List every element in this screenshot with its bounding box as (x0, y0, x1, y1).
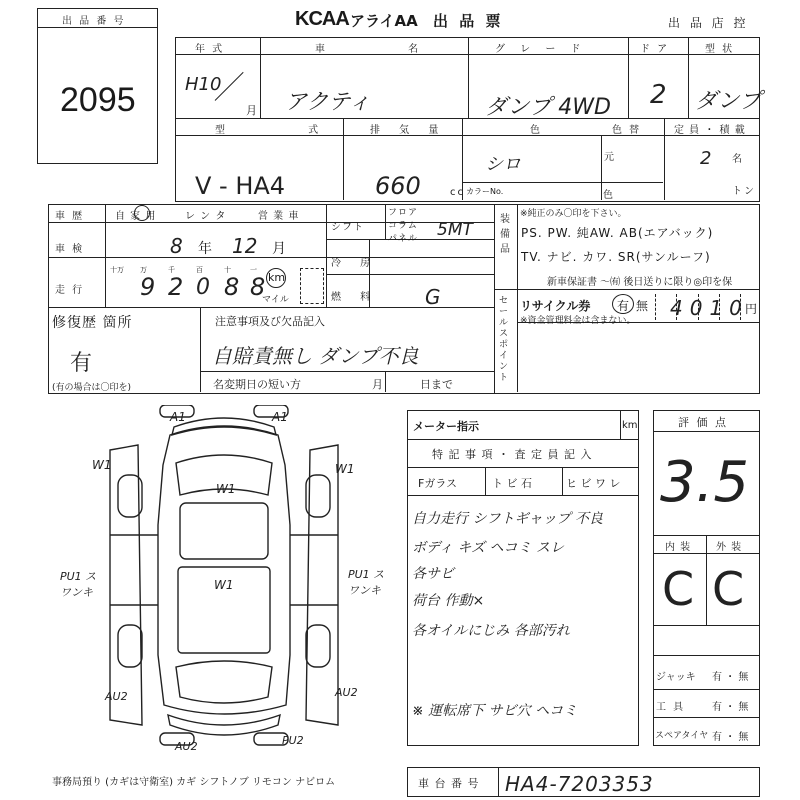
grade-value: ダンプ 4WD (485, 95, 611, 120)
mileage-unit-1k: 千 (168, 266, 175, 274)
mileage-unit-mile: マイル (262, 295, 289, 305)
interior-value: C (662, 562, 695, 616)
damage-mark: PU1 スワンキ (60, 570, 97, 599)
car-name-value: アクティ (285, 90, 371, 115)
notes-label: 注意事項及び欠品記入 (215, 315, 325, 328)
recycle-unit: 円 (745, 302, 760, 316)
mileage-digit: 8 (224, 273, 240, 301)
exterior-value: C (712, 562, 745, 616)
repair-note: (有の場合は〇印を) (52, 383, 132, 393)
score-value: 3.5 (660, 450, 750, 515)
meter-label: メーター指示 (413, 420, 479, 433)
brand-sub: アライAA (350, 12, 418, 30)
color-original: 元 (604, 152, 616, 163)
lot-number: 2095 (60, 81, 136, 119)
year-label: 年 式 (195, 44, 225, 55)
glass-crack: ヒ ビ ワ レ (566, 477, 621, 490)
remark-line: 各サビ (412, 566, 454, 582)
displacement-unit: cc (450, 187, 465, 198)
lot-label: 出 品 番 号 (62, 16, 126, 27)
inspection-year-suffix: 年 (198, 241, 214, 257)
glass-front: Fガラス (418, 477, 457, 490)
damage-mark: W1 (335, 462, 355, 476)
interior-label: 内 装 (665, 542, 692, 553)
color-value: シロ (485, 154, 521, 175)
spare-yes-no: 有 ・ 無 (712, 732, 749, 743)
model-value: V - HA4 (195, 172, 286, 200)
mileage-counter (110, 265, 266, 303)
mileage-unit-1: 一 (250, 266, 257, 274)
spare-label: スペアタイヤ (655, 731, 709, 741)
capacity-unit: 名 (732, 154, 744, 165)
damage-mark: A1 (272, 410, 288, 424)
store-copy-label: 出 品 店 控 (668, 16, 749, 30)
color-suffix: 色 (603, 190, 615, 201)
shift-label: シフト (331, 222, 364, 233)
rename-day: 日まで (420, 378, 453, 391)
history-option-rental: レ ン タ (185, 211, 227, 222)
mileage-digit: 9 (140, 273, 156, 301)
vehicle-info-row1 (175, 37, 760, 119)
equipment-line1: PS. PW. 純AW. AB(エアバック) (521, 226, 714, 240)
mileage-unit-100k: 十万 (110, 266, 124, 274)
capacity-label: 定 員 ・ 積 載 (674, 125, 746, 136)
inspection-year: 8 (170, 234, 183, 258)
shift-value: 5MT (437, 220, 473, 240)
damage-mark: AU2 (175, 740, 198, 753)
shape-value: ダンプ (695, 89, 762, 114)
chassis-number: HA4-7203353 (505, 772, 654, 796)
door-label: ド ア (640, 44, 670, 55)
year-value: H10 (185, 74, 222, 95)
mileage-digit: 2 (168, 273, 184, 301)
jack-label: ジャッキ (656, 672, 696, 683)
inspection-month: 12 (232, 234, 258, 258)
mileage-digit: 8 (250, 273, 266, 301)
tools-label: 工 具 (656, 702, 686, 713)
mileage-unit-km: km (268, 271, 286, 284)
score-label: 評 価 点 (678, 416, 728, 429)
fuel-label: 燃 料 (331, 292, 379, 303)
exterior-label: 外 装 (716, 542, 743, 553)
history-label: 車 歴 (55, 211, 85, 222)
recycle-amount: 4010 (670, 296, 749, 320)
ac-label: 冷 房 (331, 258, 379, 269)
remark-line: 荷台 作動× (412, 593, 485, 609)
shape-label: 型 状 (705, 44, 735, 55)
fuel-value: G (425, 285, 441, 309)
form-title: 出 品 票 (433, 12, 504, 30)
history-option-commercial: 営 業 車 (258, 211, 300, 222)
mileage-digit: 0 (196, 275, 210, 300)
model-label: 型 式 (215, 125, 359, 136)
door-value: 2 (650, 80, 667, 110)
recycle-no: 無 (636, 299, 649, 313)
grade-label: グ レ ー ド (495, 44, 587, 55)
displacement-value: 660 (375, 172, 421, 200)
mileage-unit-10k: 万 (140, 266, 147, 274)
history-option-private: 自 家 用 (115, 211, 157, 222)
damage-mark: W1 (216, 482, 236, 496)
brand-logo: KCAA (295, 8, 349, 30)
chassis-label: 車 台 番 号 (418, 777, 480, 790)
remark-line: ボディ キズ ヘコミ スレ (412, 540, 564, 556)
shift-option-floor: フロア (388, 208, 419, 218)
month-suffix: 月 (246, 104, 259, 117)
glass-chip: ト ビ 石 (492, 477, 532, 490)
inspection-label: 車 検 (55, 244, 85, 255)
damage-mark: W1 (92, 458, 112, 472)
recycle-yes: 有 (617, 299, 630, 313)
equipment-label: 装 備 品 (500, 214, 510, 255)
shift-option-column: コラム (388, 221, 418, 231)
mileage-unit-10: 十 (224, 266, 231, 274)
equipment-note: ※純正のみ〇印を下さい。 (520, 209, 627, 219)
mileage-unit-100: 百 (196, 266, 203, 274)
damage-mark: PU1 スワンキ (348, 568, 385, 597)
capacity-value: 2 (700, 148, 712, 169)
meter-unit: km (622, 420, 638, 431)
repair-label: 修復歴 箇所 (52, 315, 133, 331)
damage-mark: PU2 (282, 734, 304, 747)
color-label: 色 (530, 125, 542, 136)
inspection-month-suffix: 月 (272, 241, 288, 257)
lot-number-box (37, 8, 158, 164)
remark-line: 自力走行 シフトギャップ 不良 (412, 511, 603, 527)
load-unit: トン (732, 186, 756, 197)
recycle-note: ※資金管理料金は含まない。 (520, 316, 636, 326)
recycle-label: リサイクル券 (520, 299, 591, 313)
notes-value: 自賠責無し ダンプ不良 (212, 344, 419, 368)
mileage-label: 走 行 (55, 285, 85, 296)
warranty-note: 新車保証書 〜㈲ 後日送りに限り◎印を保 (547, 277, 733, 288)
repair-value: 有 (70, 351, 93, 376)
color-no-label: カラーNo. (466, 187, 504, 196)
rename-label: 名変期日の短い方 (213, 378, 301, 391)
remark-line: ※ 運転席下 サビ穴 ヘコミ (412, 703, 578, 719)
displacement-label: 排 気 量 (370, 125, 447, 136)
shift-option-panel: パネル (388, 234, 419, 244)
jack-yes-no: 有 ・ 無 (712, 672, 749, 683)
damage-mark: AU2 (105, 690, 128, 703)
car-name-label: 車 名 (315, 44, 459, 55)
remark-line: 各オイルにじみ 各部汚れ (412, 623, 570, 639)
damage-mark: AU2 (335, 686, 358, 699)
sellpoint-label: セールスポイント (499, 296, 509, 383)
damage-mark: A1 (170, 410, 186, 424)
color-change-label: 色 替 (612, 125, 642, 136)
office-note: 事務局預り (カギは守衛室) カギ シフトノブ リモコン ナビロム (52, 777, 336, 788)
rename-month: 月 (372, 378, 385, 391)
remarks-label: 特 記 事 項 ・ 査 定 員 記 入 (432, 448, 593, 461)
equipment-line2: TV. ナビ. カワ. SR(サンルーフ) (521, 250, 711, 264)
damage-mark: W1 (214, 578, 234, 592)
tools-yes-no: 有 ・ 無 (712, 702, 749, 713)
